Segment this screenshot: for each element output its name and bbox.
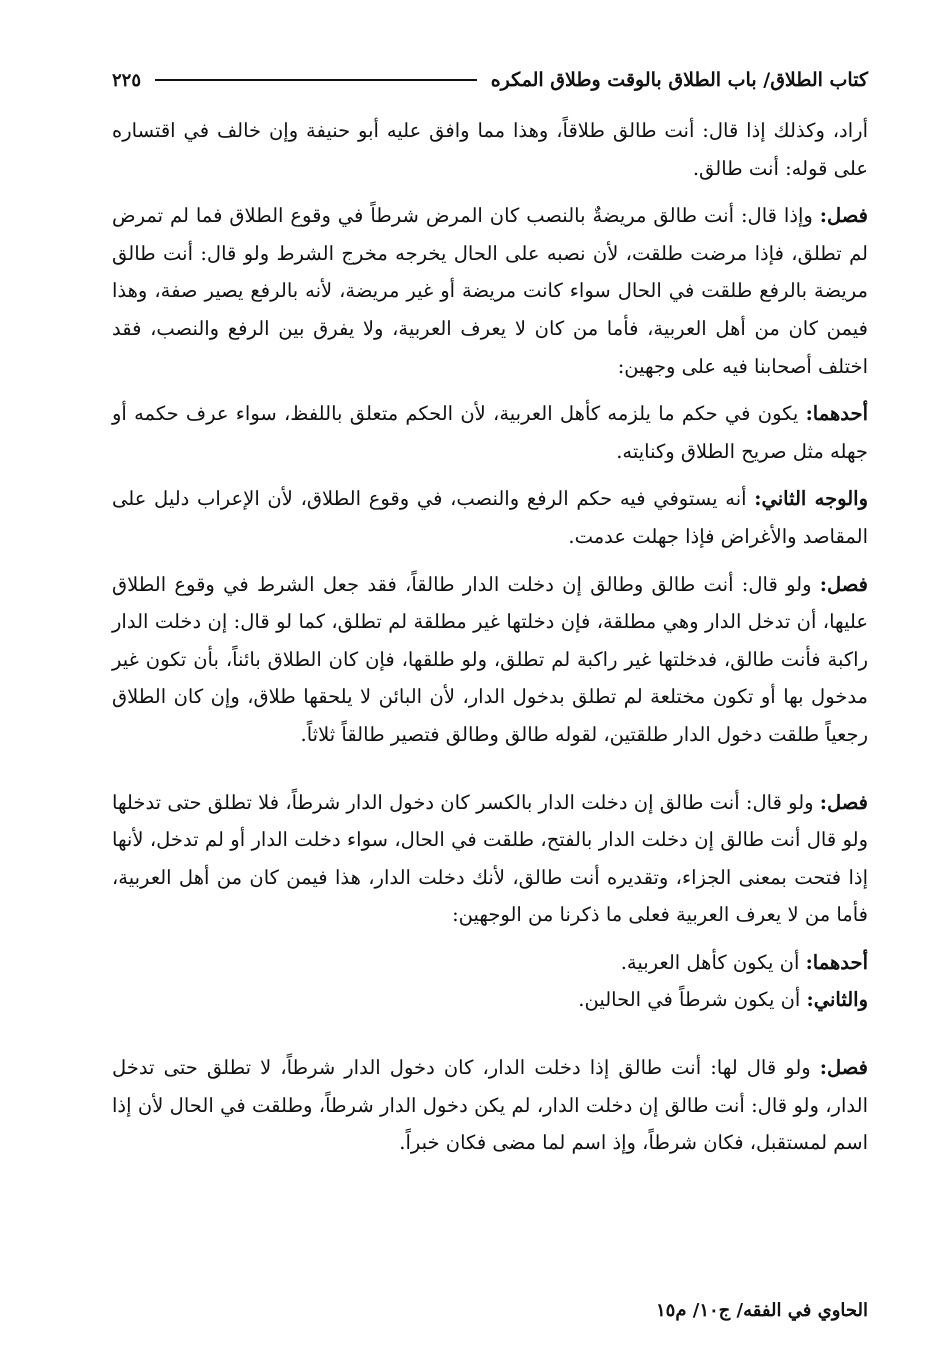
paragraph-text: ولو قال لها: أنت طالق إذا دخلت الدار، كان دخول الدار شرطاً، لا تطلق حتى تدخل الدار، ولو قال: أنت طالق إن دخلت الدار، لم يكن دخول الدار شرطاً، وطلقت في الحال لأن إذا اسم لمستقبل، فكان شرطاً، وإذ اسم لما مضى فكان خبراً. [112,1056,868,1155]
paragraph-section [112,1049,868,1162]
paragraph-lead: فصل: [819,572,868,596]
paragraph-lead: والوجه الثاني: [754,487,868,511]
paragraph-lead: فصل: [819,204,868,228]
header-rule [155,79,477,81]
paragraph-second-view [112,981,868,1019]
paragraph-section [112,566,868,754]
header-title: كتاب الطلاق/ باب الطلاق بالوقت وطلاق المكره [490,69,868,91]
running-header [112,62,868,98]
paragraph-lead: أحدهما: [805,950,868,974]
paragraph-text: أن يكون شرطاً في الحالين. [578,988,807,1012]
paragraph-first-view [112,395,868,470]
paragraph-text: أنه يستوفي فيه حكم الرفع والنصب، في وقوع الطلاق، لأن الإعراب دليل على المقاصد والأغراض فإذا جهلت عدمت. [112,487,868,548]
paragraph-text: وإذا قال: أنت طالق مريضةٌ بالنصب كان المرض شرطاً في وقوع الطلاق فما لم تمرض لم تطلق، فإذا مرضت طلقت، لأن نصبه على الحال يخرجه مخرج الشرط ولو قال: أنت طالق مريضة بالرفع طلقت في الحال سواء كانت مريضة أو غير مريضة، لأنه بالرفع يصير صفة، وهذا فيمن كان من أهل العربية، فأما من كان لا يعرف العربية، ولا يفرق بين الرفع والنصب، فقد اختلف أصحابنا فيه على وجهين: [112,204,868,378]
paragraph-text: أراد، وكذلك إذا قال: أنت طالق طلاقاً، وهذا مما وافق عليه أبو حنيفة وإن خالف في اقتساره على قوله: أنت طالق. [112,119,868,180]
paragraph-lead: أحدهما: [805,402,868,426]
paragraph-text: ولو قال: أنت طالق إن دخلت الدار بالكسر كان دخول الدار شرطاً، فلا تطلق حتى تدخلها ولو قال أنت طالق إن دخلت الدار بالفتح، طلقت في الحال، سواء دخلت الدار أو لم تدخل، لأنها إذا فتحت بمعنى الجزاء، وتقديره أنت طالق، لأنك دخلت الدار، هذا فيمن كان من أهل العربية، فأما من لا يعرف العربية فعلى ما ذكرنا من الوجهين: [112,790,868,927]
paragraph-continuation [112,112,868,187]
page-body [112,112,868,1172]
paragraph-text: ولو قال: أنت طالق وطالق إن دخلت الدار طالقاً، فقد جعل الشرط في وقوع الطلاق عليها، أن تدخل الدار وهي مطلقة، فإن دخلتها غير مطلقة لم تطلق، كما لو قال: إن دخلت الدار راكبة فأنت طالق، فدخلتها غير راكبة لم تطلق، ولو طلقها، فإن كان الطلاق بائناً، بأن تكون غير مدخول بها أو تكون مختلعة لم تطلق بدخول الدار، لأن البائن لا يلحقها طلاق، وإن كان الطلاق رجعياً طلقت دخول الدار طلقتين، لقوله طالق وطالق فتصير طالقاً ثلاثاً. [112,572,868,746]
paragraph-section [112,197,868,385]
paragraph-lead: فصل: [819,1056,868,1080]
paragraph-text: يكون في حكم ما يلزمه كأهل العربية، لأن الحكم متعلق باللفظ، سواء عرف حكمه أو جهله مثل صريح الطلاق وكنايته. [112,402,868,463]
paragraph-lead: فصل: [819,790,868,814]
paragraph-second-view [112,480,868,555]
paragraph-first-view [112,944,868,982]
page-number: ٢٢٥ [112,69,142,91]
paragraph-lead: والثاني: [806,988,868,1012]
paragraph-section [112,784,868,934]
paragraph-text: أن يكون كأهل العربية. [620,950,806,974]
book-footer: الحاوي في الفقه/ ج١٠/ م١٥ [655,1300,868,1321]
